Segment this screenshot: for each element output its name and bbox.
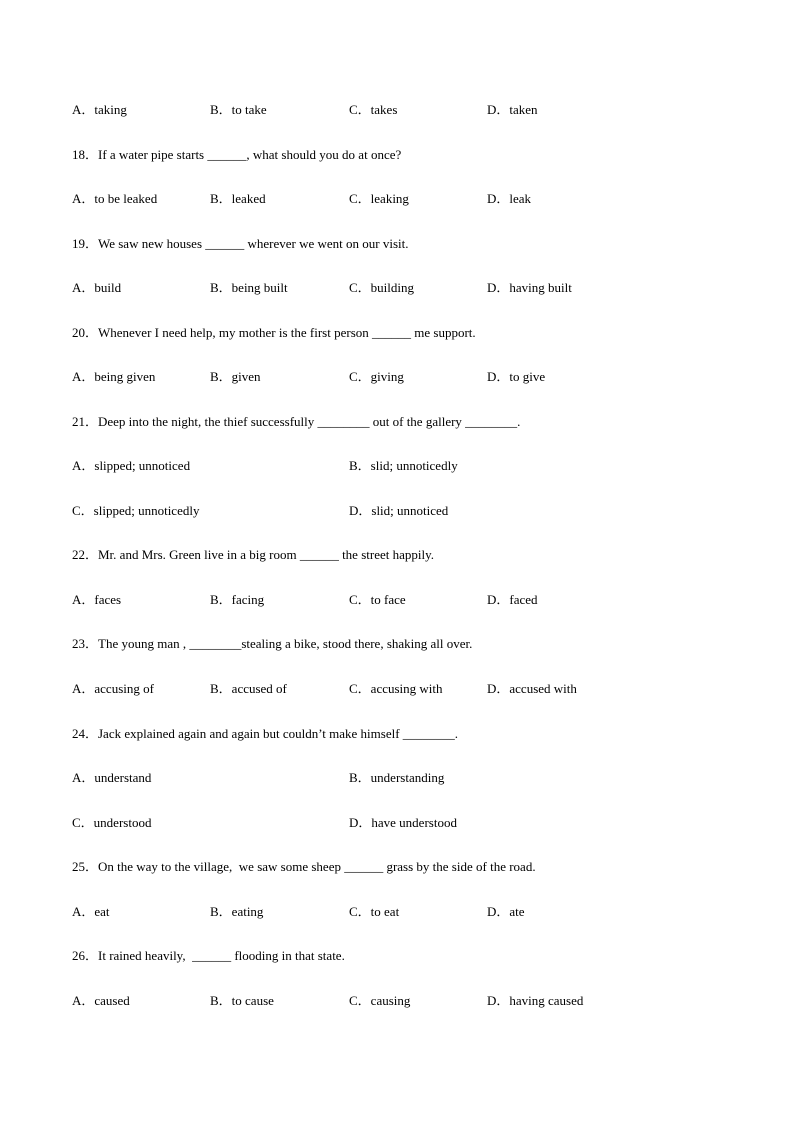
question-19-stem: 19．We saw new houses ______ wherever we went on our visit. <box>72 236 409 251</box>
option-b: B．understanding <box>349 770 445 785</box>
question-22-stem: 22．Mr. and Mrs. Green live in a big room ______ the street happily. <box>72 547 435 562</box>
question-25-stem: 25．On the way to the village, we saw some sheep ______ grass by the side of the road. <box>72 859 536 874</box>
option-c: C．building <box>349 280 415 295</box>
question-17-options <box>72 102 722 118</box>
option-b: B．to take <box>210 102 267 117</box>
question-24-options-row-2 <box>72 815 722 831</box>
question-19-options <box>72 280 722 296</box>
question-26-options <box>72 993 722 1009</box>
option-d: D．having caused <box>487 993 584 1008</box>
option-d: D．taken <box>487 102 538 117</box>
option-a: A．understand <box>72 770 152 785</box>
option-d: D．ate <box>487 904 525 919</box>
option-b: B．slid; unnoticedly <box>349 458 458 473</box>
option-c: C．understood <box>72 815 152 830</box>
option-b: B．accused of <box>210 681 287 696</box>
option-a: A．taking <box>72 102 127 117</box>
question-18-stem: 18．If a water pipe starts ______, what should you do at once? <box>72 147 402 162</box>
option-d: D．leak <box>487 191 532 206</box>
option-d: D．having built <box>487 280 572 295</box>
question-23-stem: 23．The young man , ________stealing a bike, stood there, shaking all over. <box>72 636 473 651</box>
option-b: B．being built <box>210 280 288 295</box>
question-18-options <box>72 191 722 207</box>
option-c: C．takes <box>349 102 398 117</box>
option-a: A．being given <box>72 369 156 384</box>
option-a: A．eat <box>72 904 110 919</box>
option-d: D．faced <box>487 592 538 607</box>
question-24-stem: 24．Jack explained again and again but couldn’t make himself ________. <box>72 726 459 741</box>
option-d: D．have understood <box>349 815 457 830</box>
option-c: C．to face <box>349 592 406 607</box>
option-c: C．accusing with <box>349 681 443 696</box>
option-d: D．accused with <box>487 681 577 696</box>
option-c: C．giving <box>349 369 404 384</box>
option-c: C．causing <box>349 993 411 1008</box>
option-a: A．to be leaked <box>72 191 158 206</box>
option-b: B．facing <box>210 592 265 607</box>
question-20-options <box>72 369 722 385</box>
option-b: B．leaked <box>210 191 266 206</box>
question-21-stem: 21．Deep into the night, the thief successfully ________ out of the gallery ________. <box>72 414 521 429</box>
option-d: D．slid; unnoticed <box>349 503 449 518</box>
option-b: B．eating <box>210 904 264 919</box>
question-26-stem: 26．It rained heavily, ______ flooding in that state. <box>72 948 345 963</box>
question-20-stem: 20．Whenever I need help, my mother is the first person ______ me support. <box>72 325 476 340</box>
question-22-options <box>72 592 722 608</box>
option-a: A．build <box>72 280 122 295</box>
option-a: A．faces <box>72 592 122 607</box>
option-c: C．slipped; unnoticedly <box>72 503 200 518</box>
option-c: C．leaking <box>349 191 409 206</box>
question-21-options-row-2 <box>72 503 722 519</box>
option-b: B．to cause <box>210 993 274 1008</box>
question-23-options <box>72 681 722 697</box>
option-a: A．slipped; unnoticed <box>72 458 191 473</box>
option-a: A．caused <box>72 993 130 1008</box>
question-21-options-row-1 <box>72 458 722 474</box>
option-d: D．to give <box>487 369 546 384</box>
option-a: A．accusing of <box>72 681 154 696</box>
question-25-options <box>72 904 722 920</box>
option-c: C．to eat <box>349 904 400 919</box>
option-b: B．given <box>210 369 261 384</box>
question-24-options-row-1 <box>72 770 722 786</box>
